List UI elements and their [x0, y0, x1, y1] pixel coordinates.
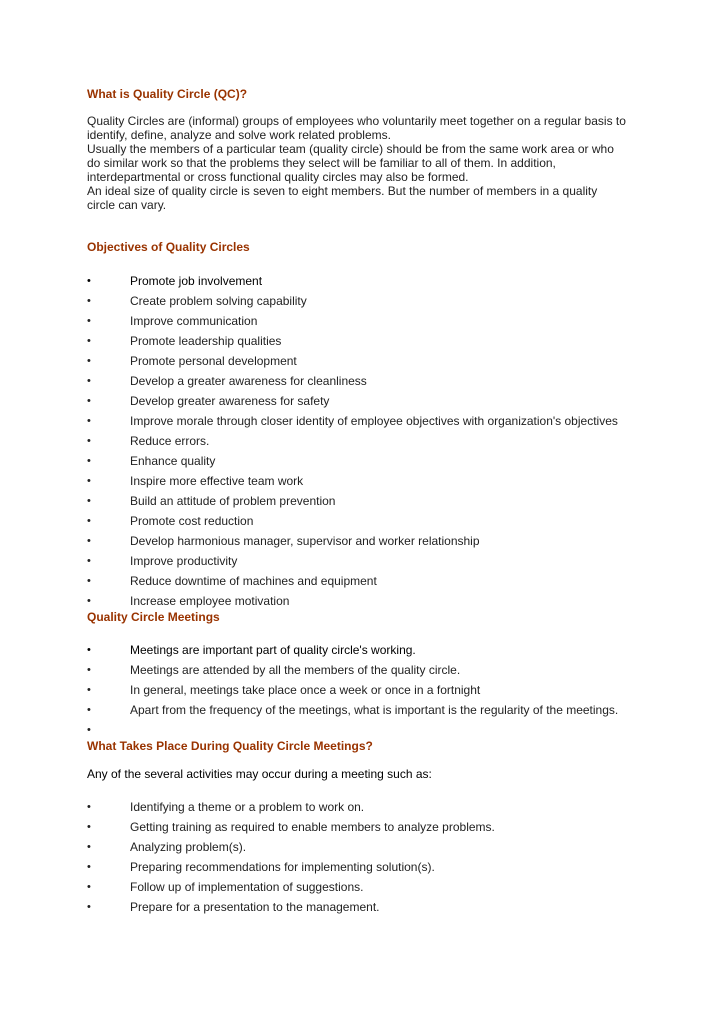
- list-item-text: Meetings are important part of quality circle's working.: [130, 643, 416, 657]
- bullet-icon: •: [87, 901, 91, 913]
- list-item-text: Getting training as required to enable members to analyze problems.: [130, 820, 495, 834]
- list-item-text: Inspire more effective team work: [130, 474, 304, 488]
- list-item: [87, 494, 647, 514]
- list-item-text: Improve productivity: [130, 554, 238, 568]
- paragraph-line: circle can vary.: [87, 198, 167, 212]
- list-item-text: Meetings are attended by all the members of the quality circle.: [130, 663, 461, 677]
- list-item: [87, 820, 647, 840]
- list-item: [87, 394, 647, 414]
- list-item: [87, 703, 647, 723]
- bullet-icon: •: [87, 724, 91, 736]
- bullet-icon: •: [87, 375, 91, 387]
- list-item-text: Analyzing problem(s).: [130, 840, 247, 854]
- heading-what-is-qc: What is Quality Circle (QC)?: [87, 87, 248, 101]
- bullet-icon: •: [87, 535, 91, 547]
- list-item: [87, 514, 647, 534]
- list-item-text: In general, meetings take place once a week or once in a fortnight: [130, 683, 481, 697]
- bullet-icon: •: [87, 841, 91, 853]
- list-item: [87, 800, 647, 820]
- bullet-icon: •: [87, 275, 91, 287]
- list-item-text: Promote personal development: [130, 354, 297, 368]
- bullet-icon: •: [87, 455, 91, 467]
- list-item-text: Enhance quality: [130, 454, 216, 468]
- list-item-text: Develop harmonious manager, supervisor and worker relationship: [130, 534, 480, 548]
- list-item-text: Improve communication: [130, 314, 258, 328]
- bullet-icon: •: [87, 435, 91, 447]
- paragraph-line: Quality Circles are (informal) groups of employees who voluntarily meet together on a regular basis to: [87, 114, 626, 128]
- bullet-icon: •: [87, 801, 91, 813]
- list-item: [87, 683, 647, 703]
- list-item-text: Follow up of implementation of suggestions.: [130, 880, 364, 894]
- bullet-icon: •: [87, 355, 91, 367]
- list-item: [87, 414, 647, 434]
- list-item-text: Reduce downtime of machines and equipment: [130, 574, 377, 588]
- paragraph-line: Usually the members of a particular team (quality circle) should be from the same work area or who: [87, 142, 614, 156]
- bullet-icon: •: [87, 475, 91, 487]
- qc-definition-paragraph: [87, 114, 647, 212]
- list-item: [87, 840, 647, 860]
- list-item-text: Build an attitude of problem prevention: [130, 494, 336, 508]
- bullet-icon: •: [87, 515, 91, 527]
- list-item: [87, 663, 647, 683]
- list-item: [87, 374, 647, 394]
- bullet-icon: •: [87, 415, 91, 427]
- list-item-text: Develop a greater awareness for cleanliness: [130, 374, 367, 388]
- list-item: [87, 723, 647, 739]
- paragraph-line: interdepartmental or cross functional quality circles may also be formed.: [87, 170, 469, 184]
- list-item: [87, 643, 647, 663]
- bullet-icon: •: [87, 595, 91, 607]
- list-item: [87, 434, 647, 454]
- list-item: [87, 554, 647, 574]
- heading-objectives: Objectives of Quality Circles: [87, 240, 250, 254]
- meetings-list: [87, 643, 647, 739]
- paragraph-line: identify, define, analyze and solve work related problems.: [87, 128, 391, 142]
- bullet-icon: •: [87, 555, 91, 567]
- list-item: [87, 354, 647, 374]
- bullet-icon: •: [87, 495, 91, 507]
- list-item-text: Apart from the frequency of the meetings, what is important is the regularity of the meetings.: [130, 703, 619, 717]
- list-item: [87, 860, 647, 880]
- list-item: [87, 454, 647, 474]
- list-item-text: Create problem solving capability: [130, 294, 307, 308]
- meetings-intro-text: Any of the several activities may occur during a meeting such as:: [87, 767, 432, 781]
- list-item-text: Identifying a theme or a problem to work on.: [130, 800, 365, 814]
- document-page: [87, 87, 647, 920]
- heading-qc-meetings: Quality Circle Meetings: [87, 610, 220, 624]
- bullet-icon: •: [87, 821, 91, 833]
- list-item-text: Improve morale through closer identity of employee objectives with organization's objectives: [130, 414, 618, 428]
- list-item: [87, 574, 647, 594]
- bullet-icon: •: [87, 861, 91, 873]
- bullet-icon: •: [87, 644, 91, 656]
- paragraph-line: An ideal size of quality circle is seven to eight members. But the number of members in a quality: [87, 184, 598, 198]
- bullet-icon: •: [87, 395, 91, 407]
- bullet-icon: •: [87, 684, 91, 696]
- list-item: [87, 314, 647, 334]
- list-item: [87, 900, 647, 920]
- bullet-icon: •: [87, 335, 91, 347]
- paragraph-line: do similar work so that the problems they select will be familiar to all of them. In addition,: [87, 156, 556, 170]
- list-item: [87, 594, 647, 608]
- list-item-text: Increase employee motivation: [130, 594, 290, 608]
- bullet-icon: •: [87, 295, 91, 307]
- bullet-icon: •: [87, 575, 91, 587]
- list-item-text: Promote job involvement: [130, 274, 263, 288]
- list-item-text: Reduce errors.: [130, 434, 210, 448]
- list-item-text: Preparing recommendations for implementing solution(s).: [130, 860, 435, 874]
- activities-list: [87, 800, 647, 920]
- objectives-list: [87, 274, 647, 608]
- list-item: [87, 274, 647, 294]
- list-item: [87, 534, 647, 554]
- list-item: [87, 474, 647, 494]
- bullet-icon: •: [87, 315, 91, 327]
- list-item-text: Develop greater awareness for safety: [130, 394, 330, 408]
- list-item-text: Promote leadership qualities: [130, 334, 282, 348]
- heading-during-meetings: What Takes Place During Quality Circle Meetings?: [87, 739, 373, 753]
- bullet-icon: •: [87, 704, 91, 716]
- list-item: [87, 334, 647, 354]
- list-item: [87, 294, 647, 314]
- list-item-text: Prepare for a presentation to the management.: [130, 900, 380, 914]
- bullet-icon: •: [87, 881, 91, 893]
- bullet-icon: •: [87, 664, 91, 676]
- list-item: [87, 880, 647, 900]
- list-item-text: Promote cost reduction: [130, 514, 254, 528]
